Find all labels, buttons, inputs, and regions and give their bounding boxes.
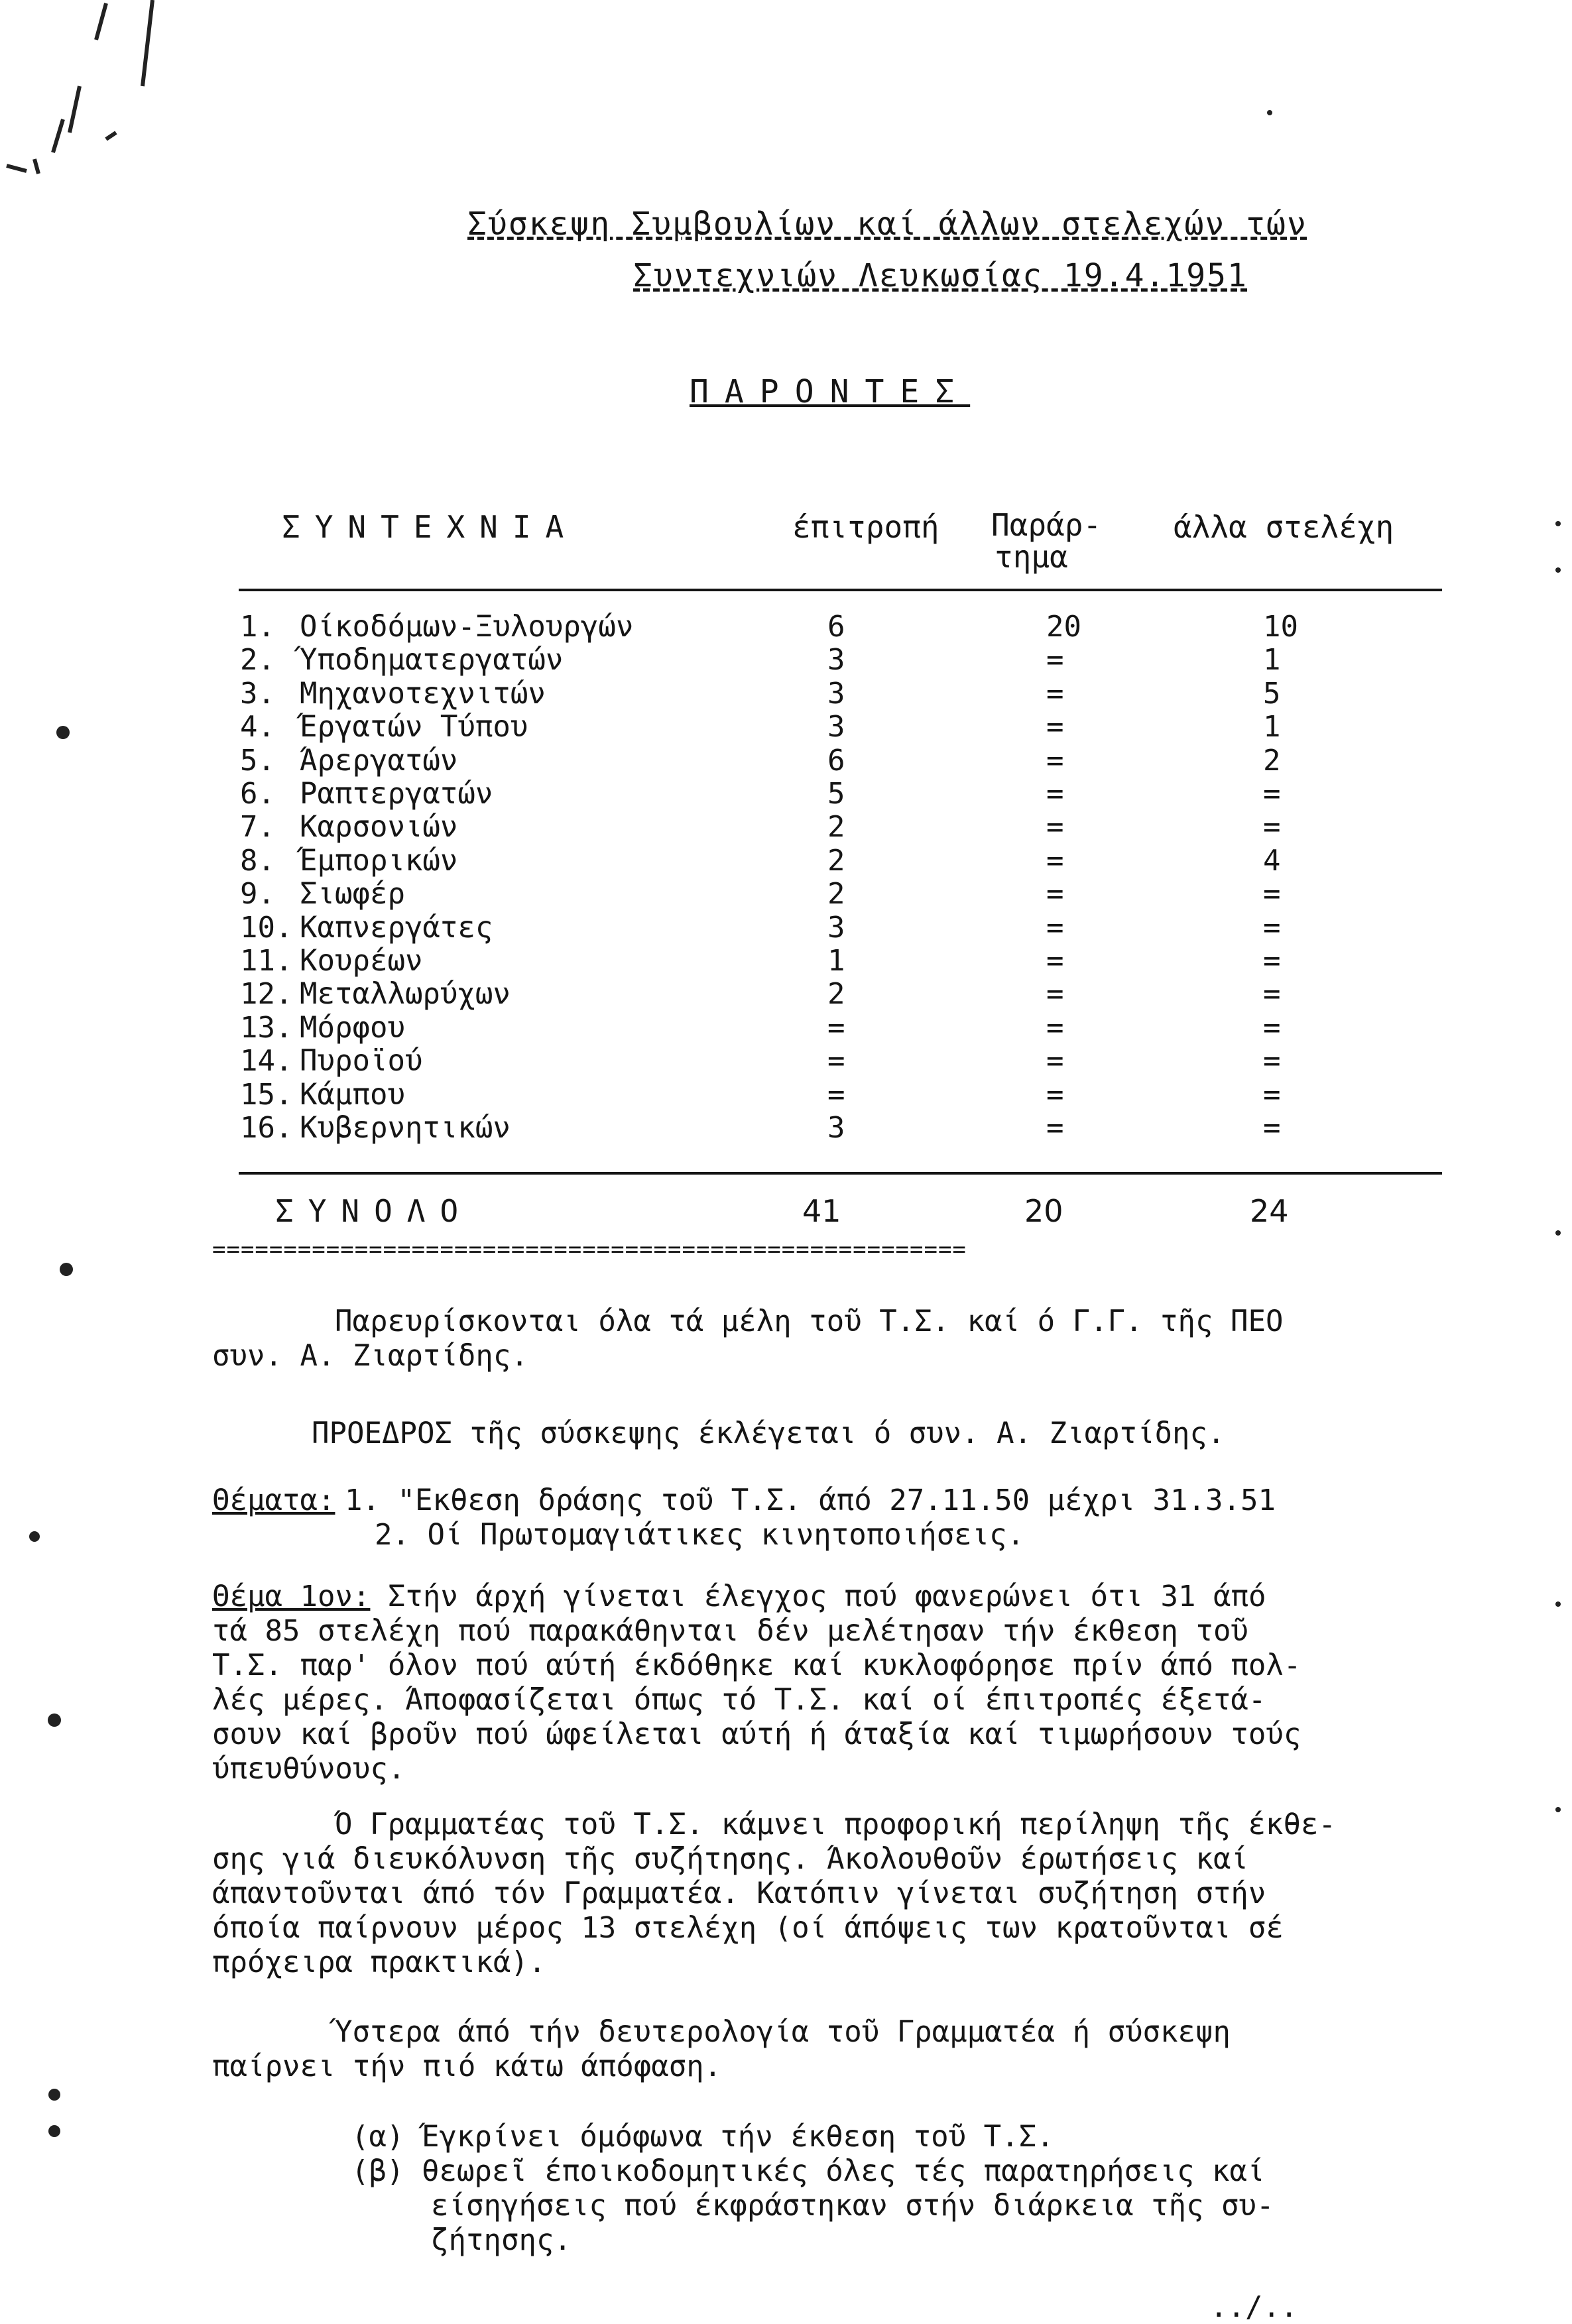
page-continuation-mark: ../.. <box>1210 2290 1298 2324</box>
row-committee: 2 <box>827 810 845 844</box>
column-header-union: ΣΥΝΤΕΧΝΙΑ <box>282 509 579 545</box>
column-header-branch-line1: Παράρ- <box>991 507 1102 543</box>
topic1-paragraph <box>212 1580 1301 1786</box>
row-number: 16. <box>240 1111 293 1145</box>
row-number: 6. <box>240 777 275 811</box>
row-union-name: Καπνεργάτες <box>300 910 493 945</box>
row-committee: 6 <box>827 610 845 644</box>
row-number: 2. <box>240 643 275 677</box>
row-number: 3. <box>240 676 275 711</box>
table-row <box>0 1044 1572 1077</box>
row-branch: = <box>1046 910 1064 945</box>
row-branch: = <box>1046 1111 1064 1145</box>
row-union-name: Σιωφέρ <box>300 877 405 911</box>
row-other: 5 <box>1263 676 1281 711</box>
row-union-name: Καρσονιών <box>300 810 458 844</box>
secretary-line: πρόχειρα πρακτικά). <box>212 1946 546 1979</box>
row-other: 10 <box>1263 610 1298 644</box>
row-union-name: Κάμπου <box>300 1077 405 1112</box>
secretary-line: σης γιά διευκόλυνση τῆς συζήτησης. Άκολουθοῦν έρωτήσεις καί <box>212 1842 1248 1876</box>
row-branch: = <box>1046 843 1064 878</box>
row-committee: 3 <box>827 1111 845 1145</box>
table-row <box>0 911 1572 944</box>
topic1-line: σουν καί βροῦν πού ώφείλεται αύτή ή άταξία καί τιμωρήσουν τούς <box>212 1717 1301 1751</box>
row-other: = <box>1263 1111 1281 1145</box>
table-row <box>0 944 1572 977</box>
row-union-name: Μηχανοτεχνιτών <box>300 676 546 711</box>
row-number: 12. <box>240 977 293 1012</box>
row-number: 1. <box>240 610 275 644</box>
row-union-name: Έργατών Τύπου <box>300 710 528 744</box>
secretary-line: Ό Γραμματέας τοῦ Τ.Σ. κάμνει προφορική περίληψη τῆς έκθε- <box>335 1808 1336 1841</box>
topic-2: 2. Οί Πρωτομαγιάτικες κινητοποιήσεις. <box>375 1518 1025 1552</box>
row-number: 13. <box>240 1010 293 1045</box>
row-branch: = <box>1046 1010 1064 1045</box>
table-row <box>0 744 1572 777</box>
row-committee: 5 <box>827 777 845 811</box>
total-label: ΣΥΝΟΛΟ <box>275 1193 473 1229</box>
row-other: = <box>1263 1077 1281 1112</box>
attendees-heading: ΠΑΡΟΝΤΕΣ <box>690 373 971 410</box>
table-row <box>0 643 1572 676</box>
row-number: 4. <box>240 710 275 744</box>
row-committee: = <box>827 1077 845 1112</box>
total-branch: 20 <box>1024 1193 1063 1229</box>
table-row <box>0 677 1572 710</box>
row-committee: 3 <box>827 643 845 677</box>
row-branch: = <box>1046 944 1064 978</box>
row-branch: = <box>1046 777 1064 811</box>
topic1-line: τά 85 στελέχη πού παρακάθηνται δέν μελέτησαν τήν έκθεση τοῦ <box>212 1614 1248 1648</box>
row-union-name: Οίκοδόμων-Ξυλουργών <box>300 610 634 644</box>
total-other: 24 <box>1250 1193 1289 1229</box>
table-row <box>0 710 1572 743</box>
decision-line: παίρνει τήν πιό κάτω άπόφαση. <box>212 2050 722 2083</box>
row-other: 4 <box>1263 843 1281 878</box>
row-other: = <box>1263 810 1281 844</box>
column-header-committee: έπιτροπή <box>792 509 939 545</box>
topics-label: Θέματα: <box>212 1483 335 1517</box>
secretary-line: άπαντοῦνται άπό τόν Γραμματέα. Κατόπιν γίνεται συζήτηση στήν <box>212 1877 1266 1910</box>
row-other: 2 <box>1263 743 1281 778</box>
table-bottom-rule <box>239 1172 1442 1175</box>
title-line-1: Σύσκεψη Συμβουλίων καί άλλων στελεχών τών <box>467 205 1307 243</box>
row-branch: = <box>1046 1077 1064 1112</box>
topic1-line: λές μέρες. Άποφασίζεται όπως τό Τ.Σ. καί οί έπιτροπές έξετά- <box>212 1683 1266 1717</box>
row-branch: = <box>1046 643 1064 677</box>
row-other: = <box>1263 977 1281 1012</box>
row-union-name: Κυβερνητικών <box>300 1111 511 1145</box>
row-branch: = <box>1046 977 1064 1012</box>
decision-item-b-line2: είσηγήσεις πού έκφράστηκαν στήν διάρκεια τῆς συ- <box>431 2189 1274 2223</box>
row-number: 14. <box>240 1044 293 1078</box>
table-row <box>0 844 1572 877</box>
row-other: = <box>1263 944 1281 978</box>
row-union-name: Έμπορικών <box>300 843 458 878</box>
table-row <box>0 877 1572 910</box>
decision-item-b-line3: ζήτησης. <box>431 2223 572 2257</box>
column-header-branch-line2: τημα <box>995 539 1068 575</box>
row-union-name: Μόρφου <box>300 1010 405 1045</box>
row-committee: 6 <box>827 743 845 778</box>
topic1-line: Στήν άρχή γίνεται έλεγχος πού φανερώνει ότι 31 άπό <box>387 1580 1266 1613</box>
row-branch: 20 <box>1046 610 1081 644</box>
table-row <box>0 610 1572 643</box>
decision-item-a: (α) Έγκρίνει όμόφωνα τήν έκθεση τοῦ Τ.Σ. <box>351 2120 1054 2154</box>
row-committee: 2 <box>827 877 845 911</box>
row-number: 15. <box>240 1077 293 1112</box>
row-committee: 3 <box>827 910 845 945</box>
row-committee: = <box>827 1044 845 1078</box>
table-row <box>0 1078 1572 1111</box>
row-union-name: Ραπτεργατών <box>300 777 493 811</box>
title-line-2: Συντεχνιών Λευκωσίας 19.4.1951 <box>633 257 1248 294</box>
row-committee: 2 <box>827 843 845 878</box>
decision-line: Ύστερα άπό τήν δευτερολογία τοῦ Γραμματέα ή σύσκεψη <box>335 2015 1231 2049</box>
row-branch: = <box>1046 743 1064 778</box>
topic1-line: Τ.Σ. παρ' όλον πού αύτή έκδόθηκε καί κυκλοφόρησε πρίν άπό πολ- <box>212 1649 1301 1682</box>
double-rule: ===================================================== <box>212 1236 967 1263</box>
row-committee: 3 <box>827 710 845 744</box>
row-union-name: Κουρέων <box>300 944 423 978</box>
row-committee: 1 <box>827 944 845 978</box>
row-branch: = <box>1046 877 1064 911</box>
decision-paragraph <box>212 2015 1231 2084</box>
topic1-label: Θέμα 1ον: <box>212 1580 371 1613</box>
row-other: 1 <box>1263 710 1281 744</box>
row-number: 7. <box>240 810 275 844</box>
column-header-other: άλλα στελέχη <box>1174 509 1394 545</box>
row-number: 11. <box>240 944 293 978</box>
secretary-paragraph <box>212 1808 1336 1980</box>
decision-item-b-line1: (β) θεωρεῖ έποικοδομητικές όλες τές παρατηρήσεις καί <box>351 2154 1265 2188</box>
table-row <box>0 1011 1572 1044</box>
secretary-line: όποία παίρνουν μέρος 13 στελέχη (οί άπόψεις των κρατοῦνται σέ <box>212 1911 1284 1945</box>
row-committee: 3 <box>827 676 845 711</box>
row-other: 1 <box>1263 643 1281 677</box>
table-row <box>0 810 1572 843</box>
table-row <box>0 1111 1572 1144</box>
row-committee: 2 <box>827 977 845 1012</box>
row-branch: = <box>1046 710 1064 744</box>
row-union-name: Μεταλλωρύχων <box>300 977 511 1012</box>
topic1-line: ύπευθύνους. <box>212 1752 406 1786</box>
row-union-name: Πυροϊού <box>300 1044 423 1078</box>
total-committee: 41 <box>802 1193 841 1229</box>
chair-line: ΠΡΟΕΔΡΟΣ τῆς σύσκεψης έκλέγεται ό συν. Α. Ζιαρτίδης. <box>312 1417 1225 1450</box>
row-committee: = <box>827 1010 845 1045</box>
row-number: 5. <box>240 743 275 778</box>
table-top-rule <box>239 589 1442 591</box>
row-other: = <box>1263 1044 1281 1078</box>
column-header-branch <box>991 509 1101 573</box>
row-branch: = <box>1046 1044 1064 1078</box>
row-other: = <box>1263 1010 1281 1045</box>
row-union-name: Ύποδηματεργατών <box>300 643 564 677</box>
row-other: = <box>1263 877 1281 911</box>
row-branch: = <box>1046 810 1064 844</box>
row-union-name: Άρεργατών <box>300 743 458 778</box>
row-number: 8. <box>240 843 275 878</box>
attendance-line-2: συν. Α. Ζιαρτίδης. <box>212 1339 528 1373</box>
topic-1: 1. "Εκθεση δράσης τοῦ Τ.Σ. άπό 27.11.50 μέχρι 31.3.51 <box>345 1483 1276 1517</box>
row-number: 9. <box>240 877 275 911</box>
table-row <box>0 777 1572 810</box>
row-branch: = <box>1046 676 1064 711</box>
row-other: = <box>1263 910 1281 945</box>
table-row <box>0 977 1572 1010</box>
row-number: 10. <box>240 910 293 945</box>
row-other: = <box>1263 777 1281 811</box>
attendance-line-1: Παρευρίσκονται όλα τά μέλη τοῦ Τ.Σ. καί ό Γ.Γ. τῆς ΠΕΟ <box>335 1305 1284 1338</box>
